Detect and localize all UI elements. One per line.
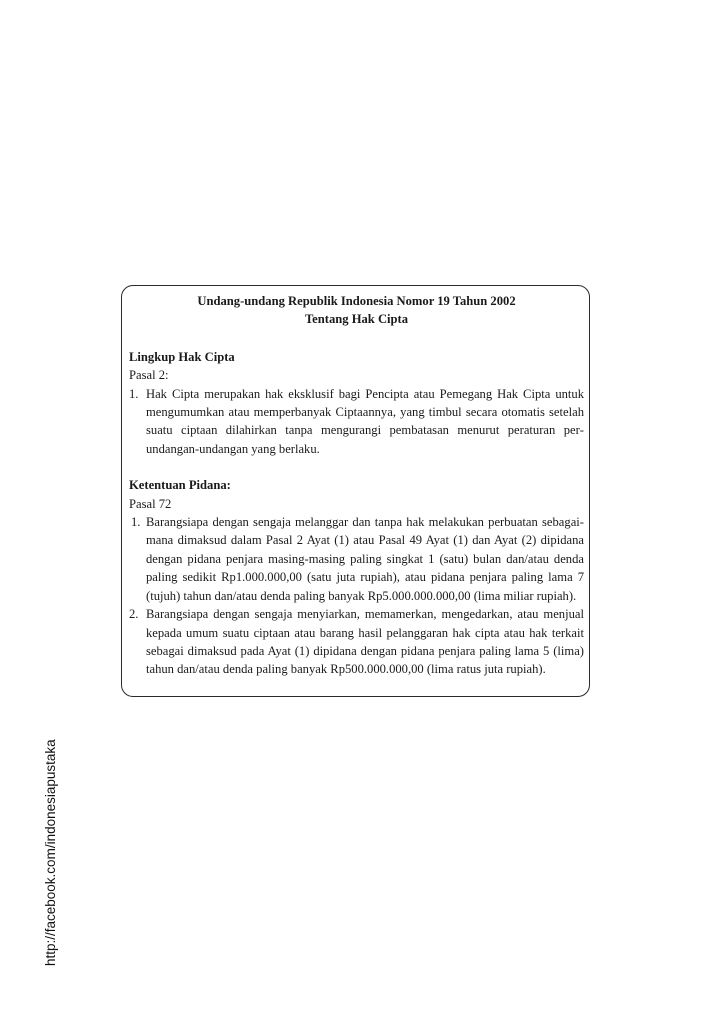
notice-title-line1: Undang-undang Republik Indonesia Nomor 19 Tahun 2002: [197, 294, 516, 308]
list-item-number: 1.: [129, 386, 139, 401]
list-item-text: Hak Cipta merupakan hak eksklusif bagi Pencipta atau Pemegang Hak Cipta untuk mengumumkan atau memperbanyak Ciptaannya, yang timbul secara otomatis setelah suatu ciptaan dilahirkan tanpa mengurangi pembatasan menurut peraturan perundangan-undangan yang berlaku.: [146, 386, 584, 456]
list-item-number: 1.: [131, 515, 141, 530]
section-pasal-2: Pasal 2:: [129, 368, 169, 383]
section-heading-lingkup: Lingkup Hak Cipta: [129, 349, 235, 364]
section-heading-pidana: Ketentuan Pidana:: [129, 478, 231, 493]
list-item: [129, 513, 584, 605]
list-item-text: Barangsiapa dengan sengaja menyiarkan, memamerkan, mengedarkan, atau menjual kepada umum suatu ciptaan atau barang hasil pelanggaran hak cipta atau hak terkait sebagai dimaksud pada Ayat (1) dipidana dengan pidana penjara paling lama 5 (lima) tahun dan/atau denda paling banyak Rp500.000.000,00 (lima ratus juta rupiah).: [146, 607, 584, 677]
list-item: [129, 385, 584, 459]
list-item-text: Barangsiapa dengan sengaja melanggar dan tanpa hak melakukan perbuatan sebagaimana dimaksud dalam Pasal 2 Ayat (1) atau Pasal 49 Ayat (1) dan Ayat (2) dipidana dengan pidana penjara masing-masing paling singkat 1 (satu) bulan dan/atau denda paling sedikit Rp1.000.000,00 (satu juta rupiah), atau pidana penjara paling lama 7 (tujuh) tahun dan/atau denda paling banyak Rp5.000.000.000,00 (lima miliar rupiah).: [146, 515, 584, 603]
side-watermark-url: http://facebook.com/indonesiapustaka: [43, 739, 58, 966]
notice-title-line2: Tentang Hak Cipta: [304, 312, 409, 327]
list-item-number: 2.: [129, 607, 139, 622]
list-item: [129, 605, 584, 679]
copyright-notice-content: [129, 292, 584, 679]
section-pasal-72: Pasal 72: [129, 496, 172, 511]
